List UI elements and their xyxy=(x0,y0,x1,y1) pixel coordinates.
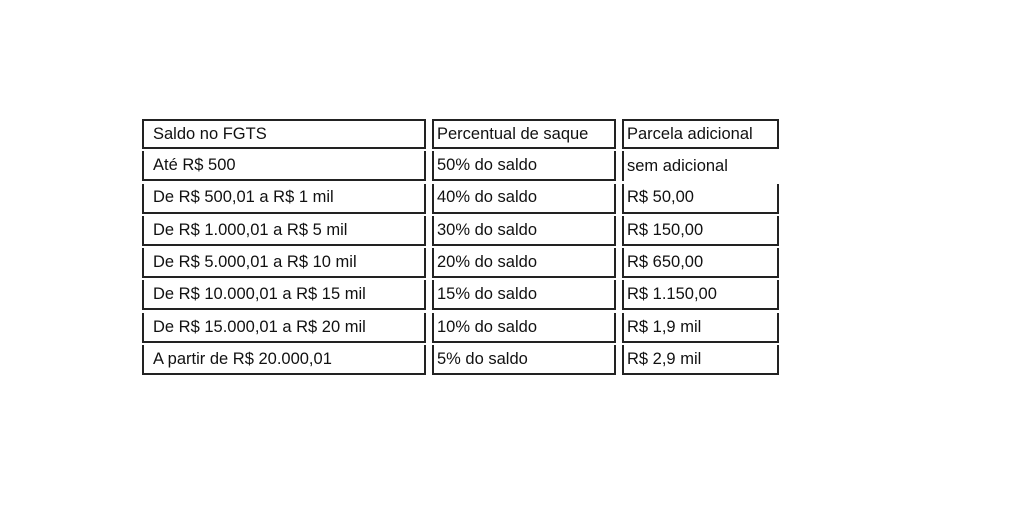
cell-parcela: R$ 1.150,00 xyxy=(622,280,779,310)
cell-parcela: sem adicional xyxy=(622,151,779,181)
fgts-withdrawal-table xyxy=(142,119,785,377)
cell-parcela: R$ 650,00 xyxy=(622,248,779,278)
table-row xyxy=(142,248,785,280)
cell-percentual: 50% do saldo xyxy=(432,151,616,181)
cell-saldo: De R$ 5.000,01 a R$ 10 mil xyxy=(142,248,426,278)
cell-parcela: R$ 150,00 xyxy=(622,216,779,246)
header-parcela: Parcela adicional xyxy=(622,119,779,149)
cell-percentual: 10% do saldo xyxy=(432,313,616,343)
cell-percentual: 5% do saldo xyxy=(432,345,616,375)
table-row xyxy=(142,313,785,345)
cell-parcela: R$ 1,9 mil xyxy=(622,313,779,343)
table-row xyxy=(142,184,785,216)
cell-saldo: De R$ 500,01 a R$ 1 mil xyxy=(142,184,426,214)
cell-percentual: 30% do saldo xyxy=(432,216,616,246)
cell-saldo: Até R$ 500 xyxy=(142,151,426,181)
cell-saldo: De R$ 10.000,01 a R$ 15 mil xyxy=(142,280,426,310)
cell-percentual: 15% do saldo xyxy=(432,280,616,310)
cell-saldo: A partir de R$ 20.000,01 xyxy=(142,345,426,375)
cell-percentual: 20% do saldo xyxy=(432,248,616,278)
table-row xyxy=(142,280,785,312)
header-percentual: Percentual de saque xyxy=(432,119,616,149)
table-row xyxy=(142,345,785,377)
table-row xyxy=(142,151,785,183)
cell-percentual: 40% do saldo xyxy=(432,184,616,214)
cell-saldo: De R$ 1.000,01 a R$ 5 mil xyxy=(142,216,426,246)
table-row xyxy=(142,216,785,248)
cell-saldo: De R$ 15.000,01 a R$ 20 mil xyxy=(142,313,426,343)
header-saldo: Saldo no FGTS xyxy=(142,119,426,149)
table-header-row xyxy=(142,119,785,151)
cell-parcela: R$ 50,00 xyxy=(622,184,779,214)
cell-parcela: R$ 2,9 mil xyxy=(622,345,779,375)
